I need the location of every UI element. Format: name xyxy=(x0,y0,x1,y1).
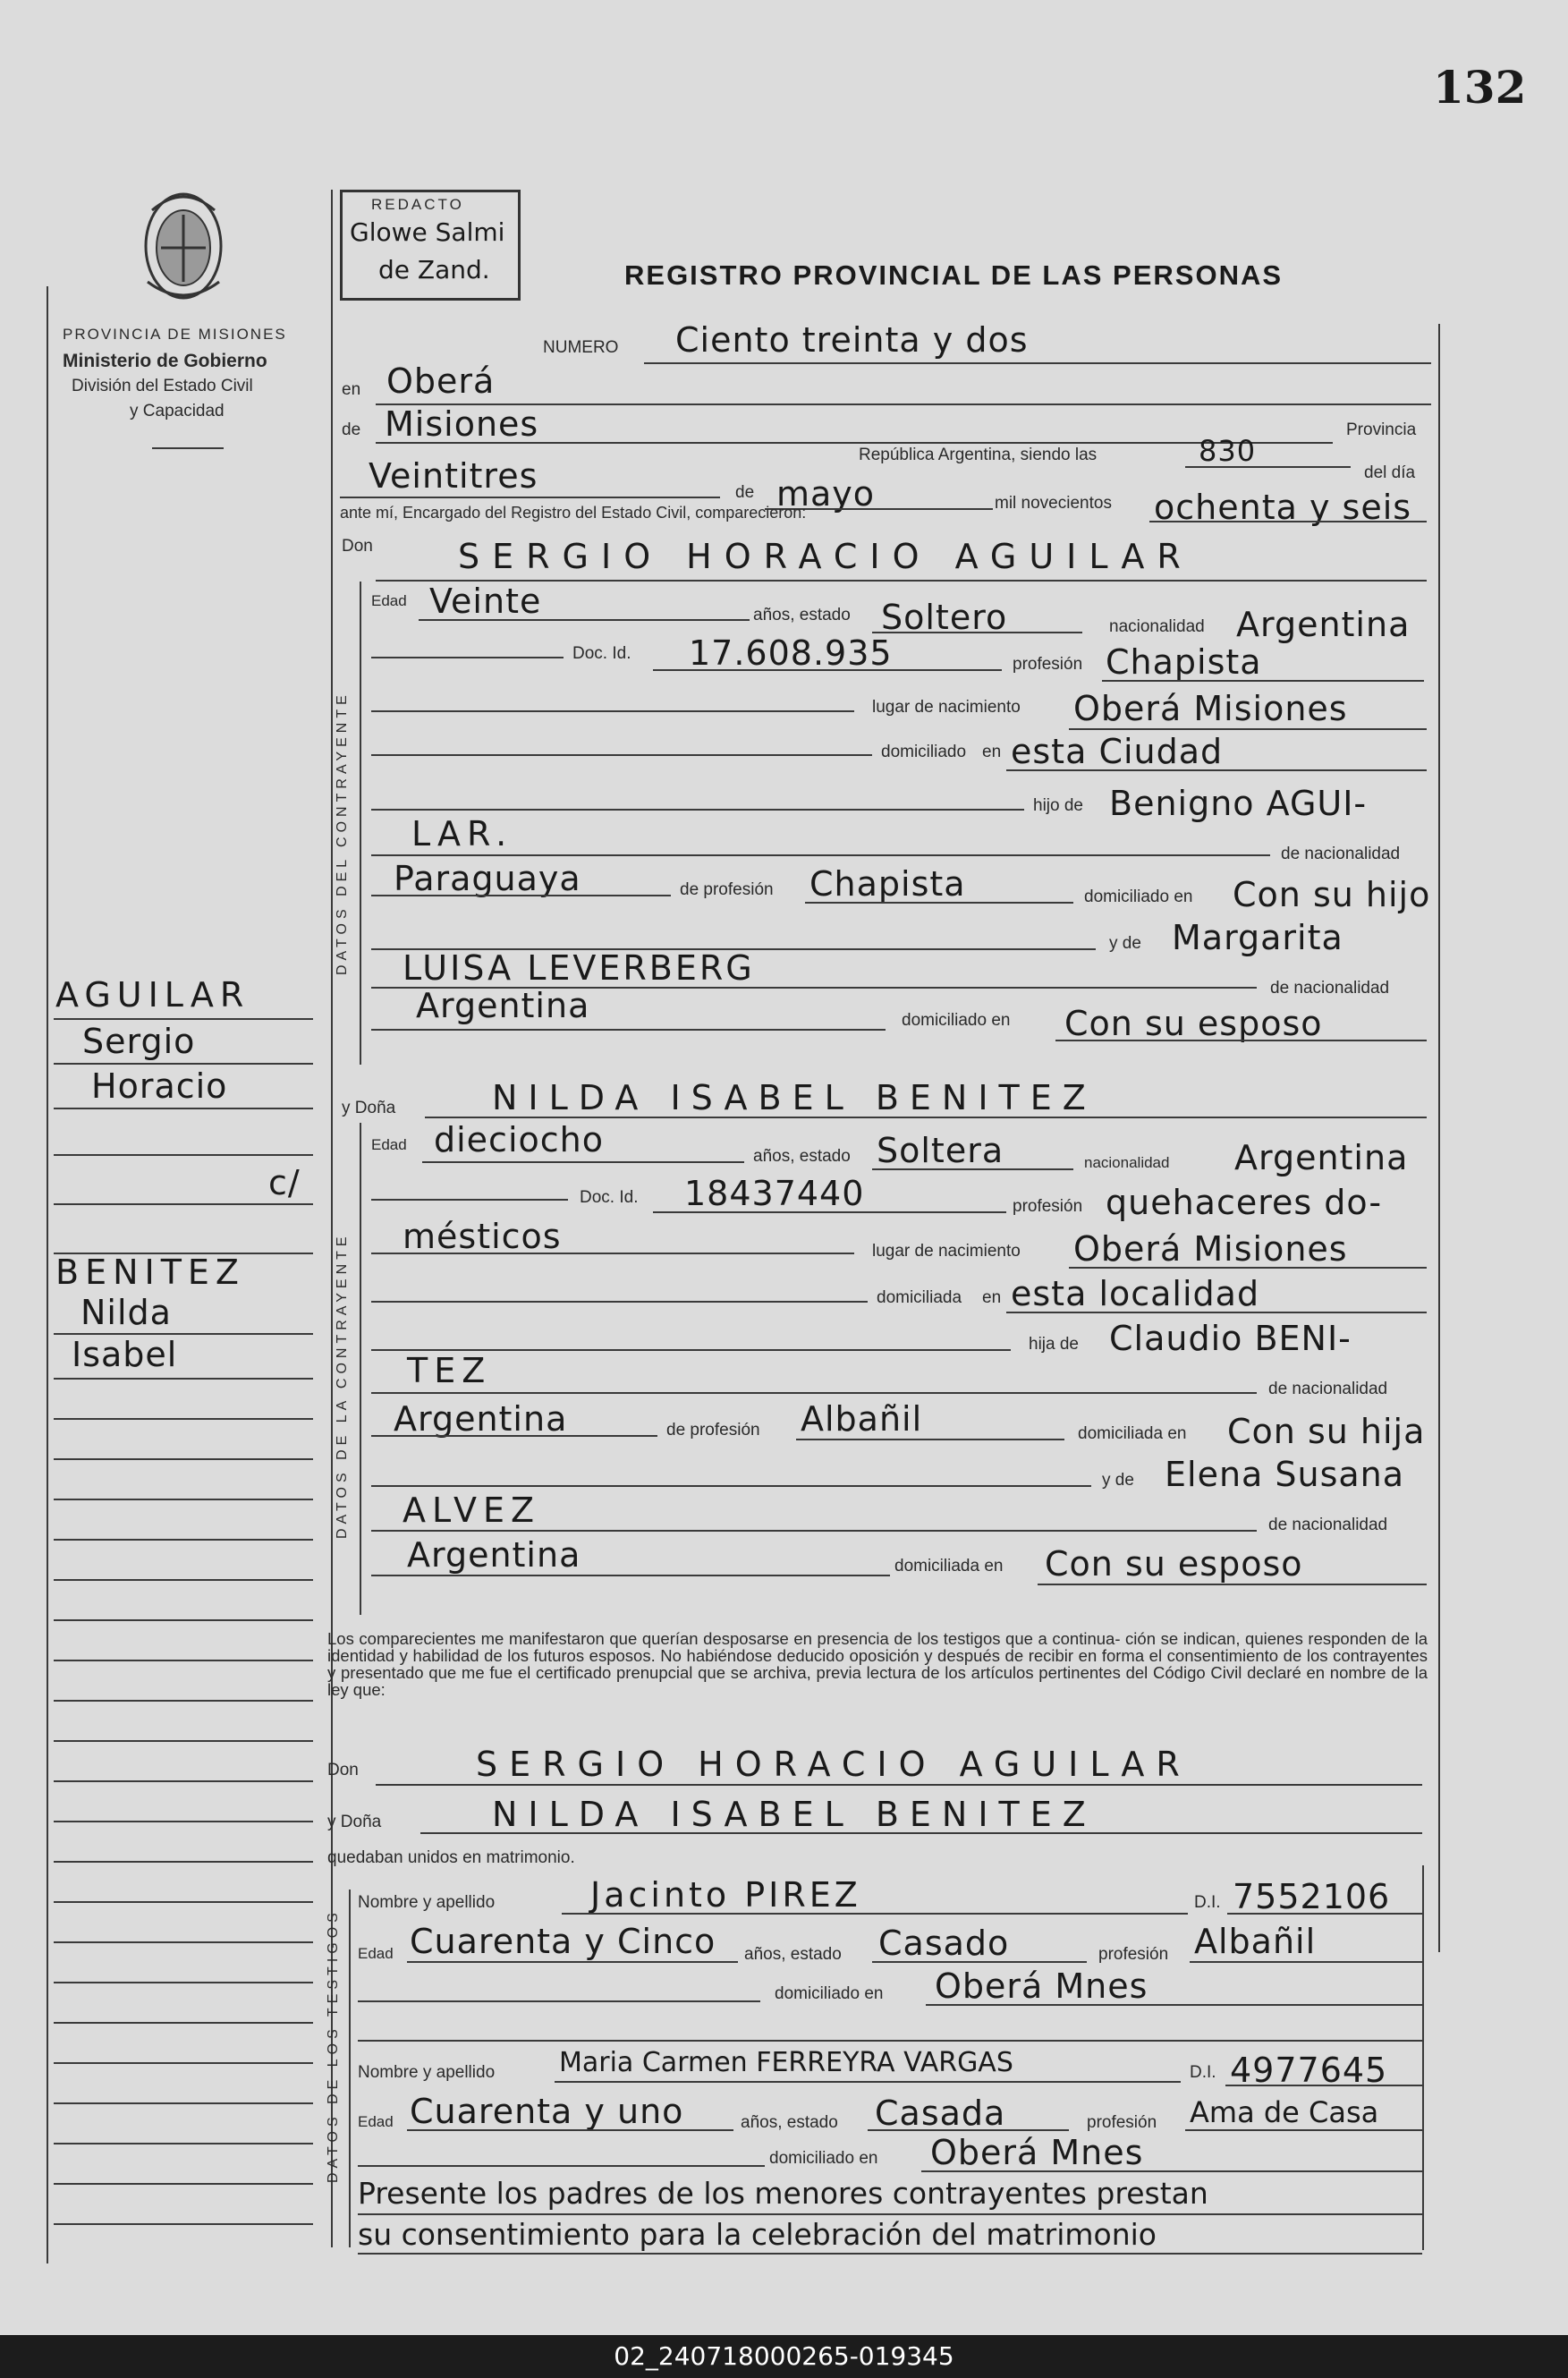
dona-label: y Doña xyxy=(342,1099,396,1117)
field-line xyxy=(1225,2085,1422,2086)
field-line xyxy=(358,2253,1422,2255)
witness2-dom: Oberá Mnes xyxy=(930,2133,1144,2172)
groom-estado-label: años, estado xyxy=(753,606,851,624)
bride-madre-label: y de xyxy=(1102,1471,1134,1490)
margin-line xyxy=(54,1539,313,1541)
witness1-profesion: Albañil xyxy=(1194,1922,1317,1961)
parental-consent-note: Presente los padres de los menores contrayentes prestan xyxy=(358,2176,1208,2211)
redacto-stamp xyxy=(340,190,521,301)
field-line xyxy=(371,1485,1091,1487)
bride-nacimiento-label: lugar de nacimiento xyxy=(872,1242,1021,1261)
witness1-estado-label: años, estado xyxy=(744,1945,842,1964)
bride-madre-nac-label: de nacionalidad xyxy=(1268,1516,1388,1534)
bride-padre-dom: Con su hija xyxy=(1227,1412,1426,1451)
decl-don-label: Don xyxy=(327,1761,359,1779)
field-line xyxy=(805,902,1073,904)
margin-line xyxy=(54,1941,313,1943)
margin-name-bride-2: Isabel xyxy=(72,1335,178,1374)
field-line xyxy=(872,1168,1073,1170)
groom-madre-nac-label: de nacionalidad xyxy=(1270,979,1390,998)
bride-edad: dieciocho xyxy=(434,1120,604,1159)
field-line xyxy=(1055,1040,1427,1041)
bride-padre-2: TEZ xyxy=(407,1351,492,1390)
witness1-estado: Casado xyxy=(878,1924,1010,1963)
numero-value: Ciento treinta y dos xyxy=(675,320,1029,360)
field-line xyxy=(420,1832,1422,1834)
dia-value: Veintitres xyxy=(369,456,538,496)
margin-name-groom: Sergio xyxy=(82,1022,196,1061)
section-rule xyxy=(360,582,361,1065)
field-line xyxy=(371,1301,868,1303)
margin-line xyxy=(54,1154,313,1156)
margin-line xyxy=(54,1740,313,1742)
margin-line xyxy=(54,1780,313,1782)
bride-madre-2: ALVEZ xyxy=(403,1490,541,1530)
margin-surname-bride: BENITEZ xyxy=(55,1253,245,1292)
margin-line xyxy=(54,1458,313,1460)
groom-domicilio: esta Ciudad xyxy=(1011,732,1224,771)
groom-nacimiento-label: lugar de nacimiento xyxy=(872,698,1021,717)
margin-line xyxy=(54,1982,313,1983)
field-line xyxy=(376,442,1333,444)
field-line xyxy=(1069,728,1427,730)
margin-line xyxy=(54,2062,313,2064)
groom-estado: Soltero xyxy=(881,598,1008,637)
document-id-footer: 02_240718000265-019345 xyxy=(614,2341,954,2371)
field-line xyxy=(358,2040,1422,2042)
field-line xyxy=(653,1211,1006,1213)
groom-padre-prof: Chapista xyxy=(809,864,966,904)
decl-dona-label: y Doña xyxy=(327,1813,382,1831)
republica-label: República Argentina, siendo las xyxy=(859,446,1098,464)
groom-profesion-label: profesión xyxy=(1013,655,1083,674)
groom-madre-nac: Argentina xyxy=(416,986,590,1025)
witness1-di: 7552106 xyxy=(1233,1877,1391,1916)
margin-line xyxy=(54,1700,313,1702)
margin-line xyxy=(54,1619,313,1621)
witness2-edad-label: Edad xyxy=(358,2113,394,2130)
field-line xyxy=(371,895,671,896)
page-title: REGISTRO PROVINCIAL DE LAS PERSONAS xyxy=(624,259,1284,291)
field-line xyxy=(371,710,854,712)
bride-nacimiento: Oberá Misiones xyxy=(1073,1229,1348,1269)
bride-domicilio-label: domiciliada xyxy=(877,1288,962,1307)
page-number: 132 xyxy=(1433,61,1527,114)
witness1-name: Jacinto PIREZ xyxy=(590,1875,861,1915)
groom-doc-label: Doc. Id. xyxy=(572,644,631,663)
groom-madre: Margarita xyxy=(1172,918,1343,957)
groom-edad-label: Edad xyxy=(371,592,407,609)
bride-nacionalidad-label: nacionalidad xyxy=(1084,1154,1170,1171)
bride-section-label: DATOS DE LA CONTRAYENTE xyxy=(335,1232,350,1539)
groom-nacimiento: Oberá Misiones xyxy=(1073,689,1348,728)
margin-surname-groom: AGUILAR xyxy=(55,975,250,1015)
bride-madre-dom: Con su esposo xyxy=(1045,1544,1303,1584)
dona-value: NILDA ISABEL BENITEZ xyxy=(492,1078,1097,1117)
groom-edad: Veinte xyxy=(429,582,542,621)
del-dia-label: del día xyxy=(1364,463,1416,482)
witness2-dom-label: domiciliado en xyxy=(769,2149,878,2168)
field-line xyxy=(422,1161,744,1163)
field-line xyxy=(868,2129,1069,2131)
bride-padre-nac: Argentina xyxy=(394,1399,568,1439)
field-line xyxy=(1006,1312,1427,1313)
field-line xyxy=(371,657,564,658)
groom-padre-nac: Paraguaya xyxy=(394,859,581,898)
witness1-edad-label: Edad xyxy=(358,1945,394,1962)
groom-madre-2: LUISA LEVERBERG xyxy=(403,948,755,988)
groom-nacionalidad-label: nacionalidad xyxy=(1109,617,1205,636)
field-line xyxy=(358,2000,760,2002)
field-line xyxy=(425,1117,1427,1118)
field-line xyxy=(371,1530,1257,1532)
margin-line xyxy=(54,1901,313,1903)
en-label: en xyxy=(342,380,361,399)
quedaban-text: quedaban unidos en matrimonio. xyxy=(327,1848,575,1867)
field-line xyxy=(1227,1913,1422,1915)
section-rule xyxy=(360,1123,361,1615)
field-line xyxy=(921,2170,1422,2172)
field-line xyxy=(1102,680,1424,682)
groom-padre-2: LAR. xyxy=(411,814,513,854)
hora-value: 830 xyxy=(1199,434,1257,468)
field-line xyxy=(1006,769,1427,771)
field-line xyxy=(371,1029,886,1031)
margin-name-groom-2: Horacio xyxy=(91,1066,228,1106)
witness1-edad: Cuarenta y Cinco xyxy=(410,1922,716,1961)
field-line xyxy=(371,1392,1257,1394)
witness2-di: 4977645 xyxy=(1230,2051,1388,2090)
margin-line xyxy=(54,1821,313,1822)
margin-line xyxy=(54,2223,313,2225)
field-line xyxy=(872,632,1082,633)
field-line xyxy=(562,1913,1188,1915)
margin-line xyxy=(54,1108,313,1109)
mil-novecientos-label: mil novecientos xyxy=(995,494,1112,513)
groom-en-label: en xyxy=(982,743,1002,761)
legal-paragraph: Los comparecientes me manifestaron que querían desposarse en presencia de los testigos que a continua- ción se indican, quienes responden de la identidad y habilidad de los futuros esposos. No habiéndose deducido oposición y después de recibir en forma el consentimiento de los contrayentes y presentado que me fue el certificado prenupcial que se archiva, previa lectura de los artículos pertinentes del Código Civil declaré en nombre de la ley que: xyxy=(327,1629,1428,1699)
groom-madre-dom: Con su esposo xyxy=(1064,1004,1323,1043)
groom-padre: Benigno AGUI- xyxy=(1109,784,1368,823)
stamp-label: REDACTO xyxy=(371,196,464,213)
field-line xyxy=(1185,2129,1422,2131)
bride-en-label: en xyxy=(982,1288,1002,1307)
bride-madre: Elena Susana xyxy=(1165,1455,1405,1494)
field-line xyxy=(872,1961,1087,1963)
groom-madre-label: y de xyxy=(1109,934,1141,953)
field-line xyxy=(644,362,1431,364)
bride-padre-dom-label: domiciliada en xyxy=(1078,1424,1187,1443)
don-value: SERGIO HORACIO AGUILAR xyxy=(458,537,1193,576)
stamp-signature-2: de Zand. xyxy=(378,255,490,285)
parental-consent-note-2: su consentimiento para la celebración del matrimonio xyxy=(358,2217,1157,2252)
margin-line xyxy=(54,1579,313,1581)
bride-doc: 18437440 xyxy=(684,1174,865,1213)
mes-value: mayo xyxy=(776,474,876,514)
numero-label: NUMERO xyxy=(543,338,619,357)
form-right-rule-2 xyxy=(1422,1865,1424,2250)
groom-padre-dom: Con su hijo xyxy=(1233,875,1431,914)
bride-nacionalidad: Argentina xyxy=(1234,1138,1409,1177)
field-line xyxy=(926,2004,1422,2006)
margin-line xyxy=(54,1861,313,1863)
bride-profesion-2: mésticos xyxy=(403,1217,562,1256)
witness1-di-label: D.I. xyxy=(1194,1893,1221,1912)
margin-line xyxy=(54,1203,313,1205)
margin-line xyxy=(54,1499,313,1500)
bride-profesion-label: profesión xyxy=(1013,1197,1083,1216)
bride-profesion: quehaceres do- xyxy=(1106,1183,1383,1222)
field-line xyxy=(358,2213,1422,2215)
provincia-value: Misiones xyxy=(385,404,539,444)
bride-madre-nac: Argentina xyxy=(407,1535,581,1575)
field-line xyxy=(653,669,1002,671)
witness1-dom-label: domiciliado en xyxy=(775,1984,884,2003)
province-name: PROVINCIA DE MISIONES xyxy=(63,326,287,343)
divider xyxy=(152,447,224,449)
field-line xyxy=(1190,1961,1422,1963)
bride-madre-dom-label: domiciliada en xyxy=(894,1557,1004,1575)
bride-estado: Soltera xyxy=(877,1131,1004,1170)
field-line xyxy=(1149,521,1427,522)
margin-line xyxy=(54,2143,313,2144)
margin-line xyxy=(54,1660,313,1661)
groom-section-label: DATOS DEL CONTRAYENTE xyxy=(335,691,350,975)
margin-line xyxy=(54,2022,313,2024)
field-line xyxy=(419,619,750,621)
field-line xyxy=(371,809,1024,811)
field-line xyxy=(1185,466,1351,468)
bride-doc-label: Doc. Id. xyxy=(580,1188,639,1207)
bride-padre: Claudio BENI- xyxy=(1109,1319,1352,1358)
field-line xyxy=(371,854,1270,856)
witness2-estado-label: años, estado xyxy=(741,2113,838,2132)
witness2-profesion: Ama de Casa xyxy=(1190,2095,1379,2129)
witness1-profesion-label: profesión xyxy=(1098,1945,1169,1964)
field-line xyxy=(371,1575,890,1576)
de-mes-label: de xyxy=(735,483,755,502)
field-line xyxy=(371,1199,568,1201)
bride-padre-prof: Albañil xyxy=(801,1399,923,1439)
margin-line xyxy=(54,1418,313,1420)
witness2-profesion-label: profesión xyxy=(1087,2113,1157,2132)
witness1-dom: Oberá Mnes xyxy=(935,1966,1148,2006)
witness-section-label: DATOS DE LOS TESTIGOS xyxy=(326,1908,341,2183)
groom-nacionalidad: Argentina xyxy=(1236,605,1411,644)
margin-line xyxy=(54,1378,313,1380)
groom-madre-dom-label: domiciliado en xyxy=(902,1011,1011,1030)
groom-domicilio-label: domiciliado xyxy=(881,743,967,761)
field-line xyxy=(340,497,720,498)
groom-profesion: Chapista xyxy=(1106,642,1262,682)
left-margin-rule xyxy=(47,286,48,2263)
witness2-name-label: Nombre y apellido xyxy=(358,2063,496,2082)
groom-padre-prof-label: de profesión xyxy=(680,880,774,899)
bride-padre-nac-label: de nacionalidad xyxy=(1268,1380,1388,1398)
provincia-label: Provincia xyxy=(1346,420,1417,439)
section-rule xyxy=(349,1890,351,2247)
bride-padre-prof-label: de profesión xyxy=(666,1421,760,1440)
field-line xyxy=(555,2081,1181,2083)
field-line xyxy=(371,754,872,756)
bride-domicilio: esta localidad xyxy=(1011,1274,1260,1313)
field-line xyxy=(407,1961,738,1963)
field-line xyxy=(1038,1584,1427,1585)
witness2-edad: Cuarenta y uno xyxy=(410,2092,684,2131)
decl-don-value: SERGIO HORACIO AGUILAR xyxy=(476,1745,1191,1784)
margin-name-bride: Nilda xyxy=(81,1293,172,1332)
form-right-rule xyxy=(1438,324,1440,1952)
field-line xyxy=(371,1435,657,1437)
division-name: División del Estado Civil xyxy=(72,377,253,395)
ministry-name: Ministerio de Gobierno xyxy=(63,351,267,371)
margin-conjunction: c/ xyxy=(268,1163,301,1202)
field-line xyxy=(407,2129,733,2131)
margin-line xyxy=(54,2102,313,2104)
field-line xyxy=(376,1784,1422,1786)
margin-line xyxy=(54,1018,313,1020)
groom-doc: 17.608.935 xyxy=(689,633,893,673)
witness2-di-label: D.I. xyxy=(1190,2063,1216,2082)
groom-padre-nac-label: de nacionalidad xyxy=(1281,845,1401,863)
witness2-estado: Casada xyxy=(875,2093,1006,2133)
decl-dona-value: NILDA ISABEL BENITEZ xyxy=(492,1795,1097,1834)
margin-line xyxy=(54,1063,313,1065)
witness1-name-label: Nombre y apellido xyxy=(358,1893,496,1912)
bride-estado-label: años, estado xyxy=(753,1147,851,1166)
stamp-signature: Glowe Salmi xyxy=(350,217,505,247)
field-line xyxy=(796,1439,1064,1440)
ciudad-value: Oberá xyxy=(386,361,496,401)
field-line xyxy=(371,1253,854,1254)
field-line xyxy=(358,2165,765,2167)
ante-mi-label: ante mí, Encargado del Registro del Estado Civil, comparecieron: xyxy=(340,504,807,522)
field-line xyxy=(1069,1267,1427,1269)
bride-hija-label: hija de xyxy=(1029,1335,1079,1354)
witness2-name: Maria Carmen FERREYRA VARGAS xyxy=(559,2047,1013,2078)
division-name-2: y Capacidad xyxy=(130,402,225,420)
de-label: de xyxy=(342,420,361,439)
margin-line xyxy=(54,2183,313,2185)
bride-edad-label: Edad xyxy=(371,1136,407,1153)
anio-value: ochenta y seis xyxy=(1154,488,1412,527)
coat-of-arms-icon xyxy=(134,183,233,312)
groom-padre-dom-label: domiciliado en xyxy=(1084,888,1193,906)
groom-hijo-label: hijo de xyxy=(1033,796,1083,815)
don-label: Don xyxy=(342,537,373,556)
